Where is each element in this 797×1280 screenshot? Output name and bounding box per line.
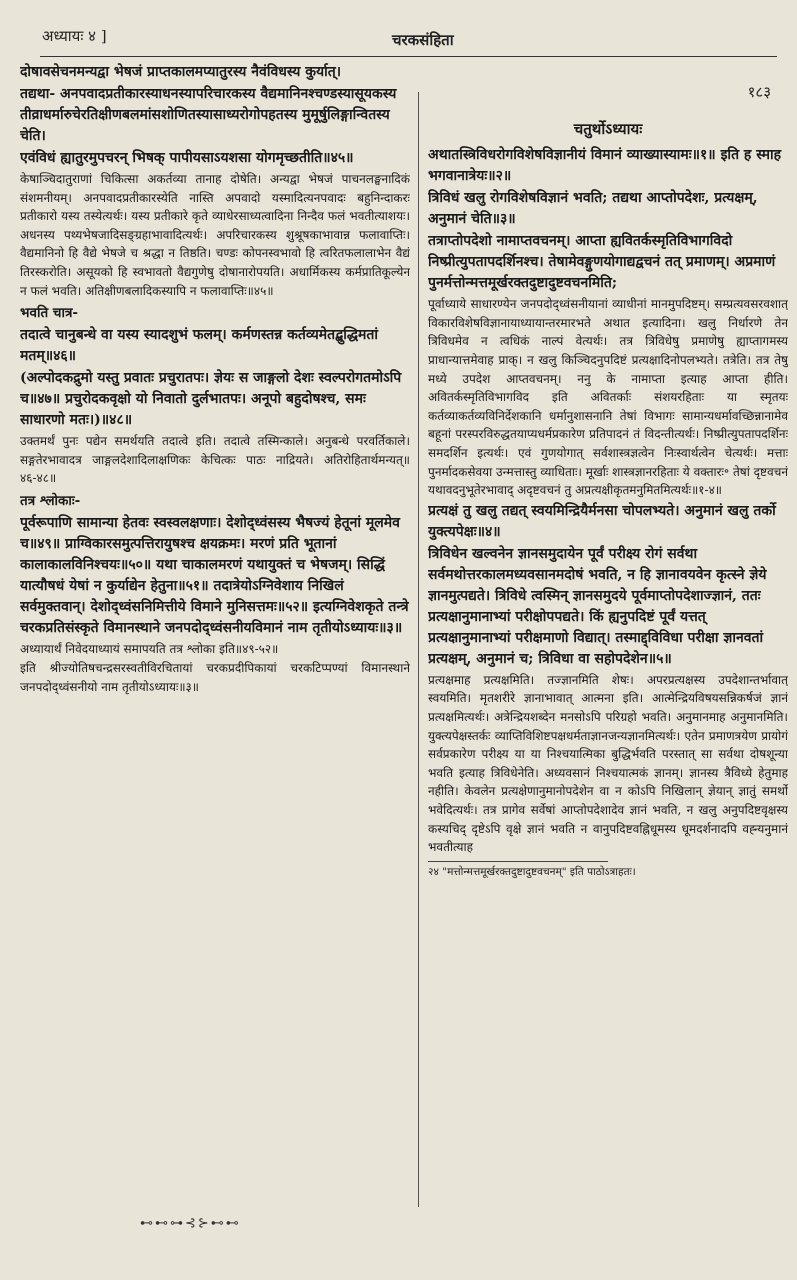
section-heading: भवति चात्र- — [20, 305, 79, 322]
verse-text: तदात्वे चानुबन्धे वा यस्य स्यादशुभं फलम्। कर्मणस्तन्न कर्तव्यमेतद्बुद्धिमतां मतम्॥४६॥ — [20, 327, 379, 365]
verse-text: तत्राप्तोपदेशो नामाप्तवचनम्। आप्ता ह्यवितर्कस्मृतिविभागविदो निष्प्रीत्युपतापदर्शिनश्च। तेषामेवङ्गुणयोगाद्यद्वचनं तत् प्रमाणम्। अप्रमाणं पुनर्मत्तोन्मत्तमूर्खरक्तदुष्टादुष्टवचनमिति; — [428, 233, 776, 292]
commentary-text: पूर्वाध्याये साधारण्येन जनपदोद्ध्वंसनीयानां व्याधीनां मानमुपदिष्टम्। सम्प्रत्यवसरवशात् विकारविशेषविज्ञानायाध्यायान्तरमारभते अथात इत्यादिना। खलु निर्धारणे तेन त्रिविधमेव न त्वधिकं नाल्पं वेत्यर्थः। तत्र त्रिविधेषु प्रमाणेषु ह्याप्तागमस्य प्राधान्यात्तमेवाह प्राक्। न खलु किञ्चिदनुपदिष्टं प्रत्यक्षादिनोपलभ्यते। तत्रेति। तत्र तेषु मध्ये उपदेश आप्तवचनम्। ननु के नामाप्ता इत्याह आप्ता हीति। अवितर्कस्मृतिविभागविद इति अवितर्काः संशयरहिताः या स्मृतयः कर्तव्याकर्तव्यविनिर्देशकानि धर्मानुशासनानि तेषां विभागः सामान्यधर्मावच्छिन्नानामेव बहूनां परस्परविरुद्धतयाप्यधर्मप्रकारेण प्रतिपादनं तं विदन्तीत्यर्थः। निष्प्रीत्युपतापदर्शिनः समदर्शिन इत्यर्थः। एवं गुणयोगात् सर्वशास्त्रज्ञत्वेन निःस्वार्थत्वेन चेत्यर्थः। मत्ताः पुनर्मादकसेवया उन्मत्तास्तु व्याधिताः। मूर्खाः शास्त्रज्ञानरहिताः ये वक्तारः॰ तेषां दृष्टवचनं यथावदनुभूतेरभावाद् अदृष्टवचनं तु अप्रत्यक्षीकृतमनुमितमित्यर्थः॥१-४॥ — [428, 297, 788, 498]
footnote: २४ "मत्तोन्मत्तमूर्खरक्तदुष्टादुष्टवचनम्" इति पाठोऽत्राहतः। — [428, 865, 636, 878]
page-number: १८३ — [747, 83, 771, 101]
verse-text: (अल्पोदकद्रुमो यस्तु प्रवातः प्रचुरातपः। ज्ञेयः स जाङ्गलो देशः स्वल्परोगतमोऽपि च॥४७॥ प्रचुरोदकवृक्षो यो निवातो दुर्लभातपः। अनूपो बहुदोषश्च, समः साधारणो मतः।)॥४८॥ — [20, 370, 402, 429]
verse-text: पूर्वरूपाणि सामान्या हेतवः स्वस्वलक्षणाः। देशोद्ध्वंसस्य भैषज्यं हेतूनां मूलमेव च॥४९॥ प्राग्विकारसमुत्पत्तिरायुषश्च क्षयक्रमः। मरणं प्रति भूतानां कालाकालविनिश्चयः॥५०॥ यथा चाकालमरणं यथायुक्तं च भेषजम्। सिद्धिं यात्यौषधं येषां न कुर्याद्येन हेतुना॥५१॥ तदात्रेयोऽग्निवेशाय निखिलं सर्वमुक्तवान्। देशोद्ध्वंसनिमित्तीये विमाने मुनिसत्तमः॥५२॥ इत्यग्निवेशकृते तन्त्रे चरकप्रतिसंस्कृते विमानस्थाने जनपदोद्ध्वंसनीयविमानं नाम तृतीयोऽध्यायः॥३॥ — [20, 514, 409, 636]
verse-text: एवंविधं ह्यातुरमुपचरन् भिषक् पापीयसाऽयशसा योगमृच्छतीति॥४५॥ — [20, 150, 354, 166]
left-column — [20, 62, 410, 1217]
verse-text: तद्यथा- अनपवादप्रतीकारस्याधनस्यापरिचारकस्य वैद्यमानिनश्चण्डस्यासूयकस्य तीव्राधर्मारुचेरतिक्षीणबलमांसशोणितस्यासाध्यरोगोपहतस्य मुमूर्षुलिङ्गान्वितस्य चेति। — [20, 86, 397, 144]
footnote-rule — [428, 861, 608, 862]
verse-text: त्रिविधं खलु रोगविशेषविज्ञानं भवति; तद्यथा आप्तोपदेशः, प्रत्यक्षम्, अनुमानं चेति॥३॥ — [428, 190, 758, 228]
commentary-text: प्रत्यक्षमाह प्रत्यक्षमिति। तज्ज्ञानमिति शेषः। अपरप्रत्यक्षस्य उपदेशान्तर्भावात् स्वयमिति। मृतशरीरे ज्ञानाभावात् आत्मना इति। आत्मेन्द्रियविषयसन्निकर्षजं ज्ञानं प्रत्यक्षमित्यर्थः। अत्रेन्द्रियशब्देन मनसोऽपि परिग्रहो भवति। अनुमानमाह अनुमानमिति। युक्त्यपेक्षस्तर्कः व्याप्तिविशिष्टपक्षधर्मताज्ञानजन्यज्ञानमित्यर्थः। एतेन प्रमाणत्रयेण प्रायोगं सर्वप्रकारेण परीक्ष्य या या निश्चयात्मिका बुद्धिर्भवति परस्तात् सा सर्वथा दोषशून्या भवति इत्याह त्रिविधेनेति। अध्यवसानं निश्चयात्मकं ज्ञानम्। ज्ञानस्य त्रैविध्ये हेतुमाह नहीति। केवलेन प्रत्यक्षेणानुमानोपदेशेन वा न कोऽपि निखिलान् ज्ञेयान् ज्ञातुं समर्थो भवेदित्यर्थः। तत्र प्रागेव सर्वेषां आप्तोपदेशादेव ज्ञानं भवति, न खलु अनुपदिष्टवृक्षस्य कस्यचिद् दृष्टेऽपि वृक्षे ज्ञानं भवति न वानुपदिष्टवह्निधूमस्य धूमदर्शनादपि वह्न्यनुमानं भवतीत्याह — [428, 672, 788, 855]
commentary-text: केषाञ्चिदातुराणां चिकित्सा अकर्तव्या तानाह दोषेति। अन्यद्वा भेषजं पाचनलङ्घनादिकं संशमनीयम्। अनपवादप्रतीकारस्येति नास्ति अपवादो यस्मादित्यनपवादः बहुनिन्दाकरः प्रतीकारो यस्य तस्येत्यर्थः। यस्य प्रतीकारे कृते व्याधेरसाध्यत्वादिना निन्दैव फलं भवतीत्याशयः। अधनस्य पथ्यभेषजादिसङ्ग्रहाभावादित्यर्थः। अपरिचारकस्य शुश्रूषकाभावान्न फलावाप्तिः। वैद्यमानिनो हि वैद्ये भेषजे च श्रद्धा न तिष्ठति। चण्डः कोपनस्वभावो हि त्वरितफलालाभेन वैद्यं तिरस्करोति। असूयको हि स्वभावतो वैद्यगुणेषु दोषानारोपयति। अधार्मिकस्य कर्मप्रातिकूल्येन न फलं भवति। अतिक्षीणबलादिकस्यापि न फलावाप्तिः॥४५॥ — [20, 172, 410, 298]
header-rule — [40, 56, 777, 57]
commentary-text: उक्तमर्थं पुनः पद्येन समर्थयति तदात्वे इति। तदात्वे तस्मिन्काले। अनुबन्धे परवर्तिकाले। सङ्गतेरभावादत्र जाङ्गलदेशादिलाक्षणिकः केचित्कः पाठः नाद्रियते। अतिरोहितार्थमन्यत्॥४६-४८॥ — [20, 434, 410, 486]
verse-text: त्रिविधेन खल्वनेन ज्ञानसमुदायेन पूर्वं परीक्ष्य रोगं सर्वथा सर्वमथोत्तरकालमध्यवसानमदोषं भवति, न हि ज्ञानावयवेन कृत्स्ने ज्ञेये ज्ञानमुत्पद्यते। त्रिविधे त्वस्मिन् ज्ञानसमुदये पूर्वमाप्तोपदेशाज्ज्ञानं, ततः प्रत्यक्षानुमानाभ्यां परीक्षोपपद्यते। किं ह्यनुपदिष्टं पूर्वं यत्तत् प्रत्यक्षानुमानाभ्यां परीक्षमाणो विद्यात्। तस्माद्द्विविधा परीक्षा ज्ञानवतां प्रत्यक्षम्, अनुमानं च; त्रिविधा वा सहोपदेशेन॥५॥ — [428, 545, 767, 667]
column-divider — [418, 92, 419, 1207]
commentary-text: इति श्रीज्योतिषचन्द्रसरस्वतीविरचितायां चरकप्रदीपिकायां चरकटिप्पण्यां विमानस्थाने जनपदोद्ध्वंसनीयो नाम तृतीयोऽध्यायः॥३॥ — [20, 661, 410, 694]
verse-text: प्रत्यक्षं तु खलु तद्यत् स्वयमिन्द्रियैर्मनसा चोपलभ्यते। अनुमानं खलु तर्को युक्त्यपेक्षः॥४॥ — [428, 502, 776, 540]
running-header — [0, 10, 797, 50]
chapter-label: अध्यायः ४ ] — [42, 27, 107, 45]
commentary-text: अध्यायार्थं निवेदयाध्यायं समापयति तत्र श्लोका इति॥४९-५२॥ — [20, 641, 279, 656]
book-title: चरकसंहिता — [392, 31, 454, 49]
right-column — [428, 118, 788, 1218]
chapter-title: चतुर्थोऽध्यायः — [573, 120, 643, 138]
verse-text: अथातस्त्रिविधरोगविशेषविज्ञानीयं विमानं व्याख्यास्यामः॥१॥ इति ह स्माह भगवानात्रेयः॥२॥ — [428, 147, 782, 185]
verse-text: दोषावसेचनमन्यद्वा भेषजं प्राप्तकालमप्यातुरस्य नैवंविधस्य कुर्यात्। — [20, 64, 342, 80]
end-ornament: ⊷⊷⊶⊰⊱⊷⊷ — [140, 1216, 241, 1231]
section-heading: तत्र श्लोकाः- — [20, 492, 81, 509]
